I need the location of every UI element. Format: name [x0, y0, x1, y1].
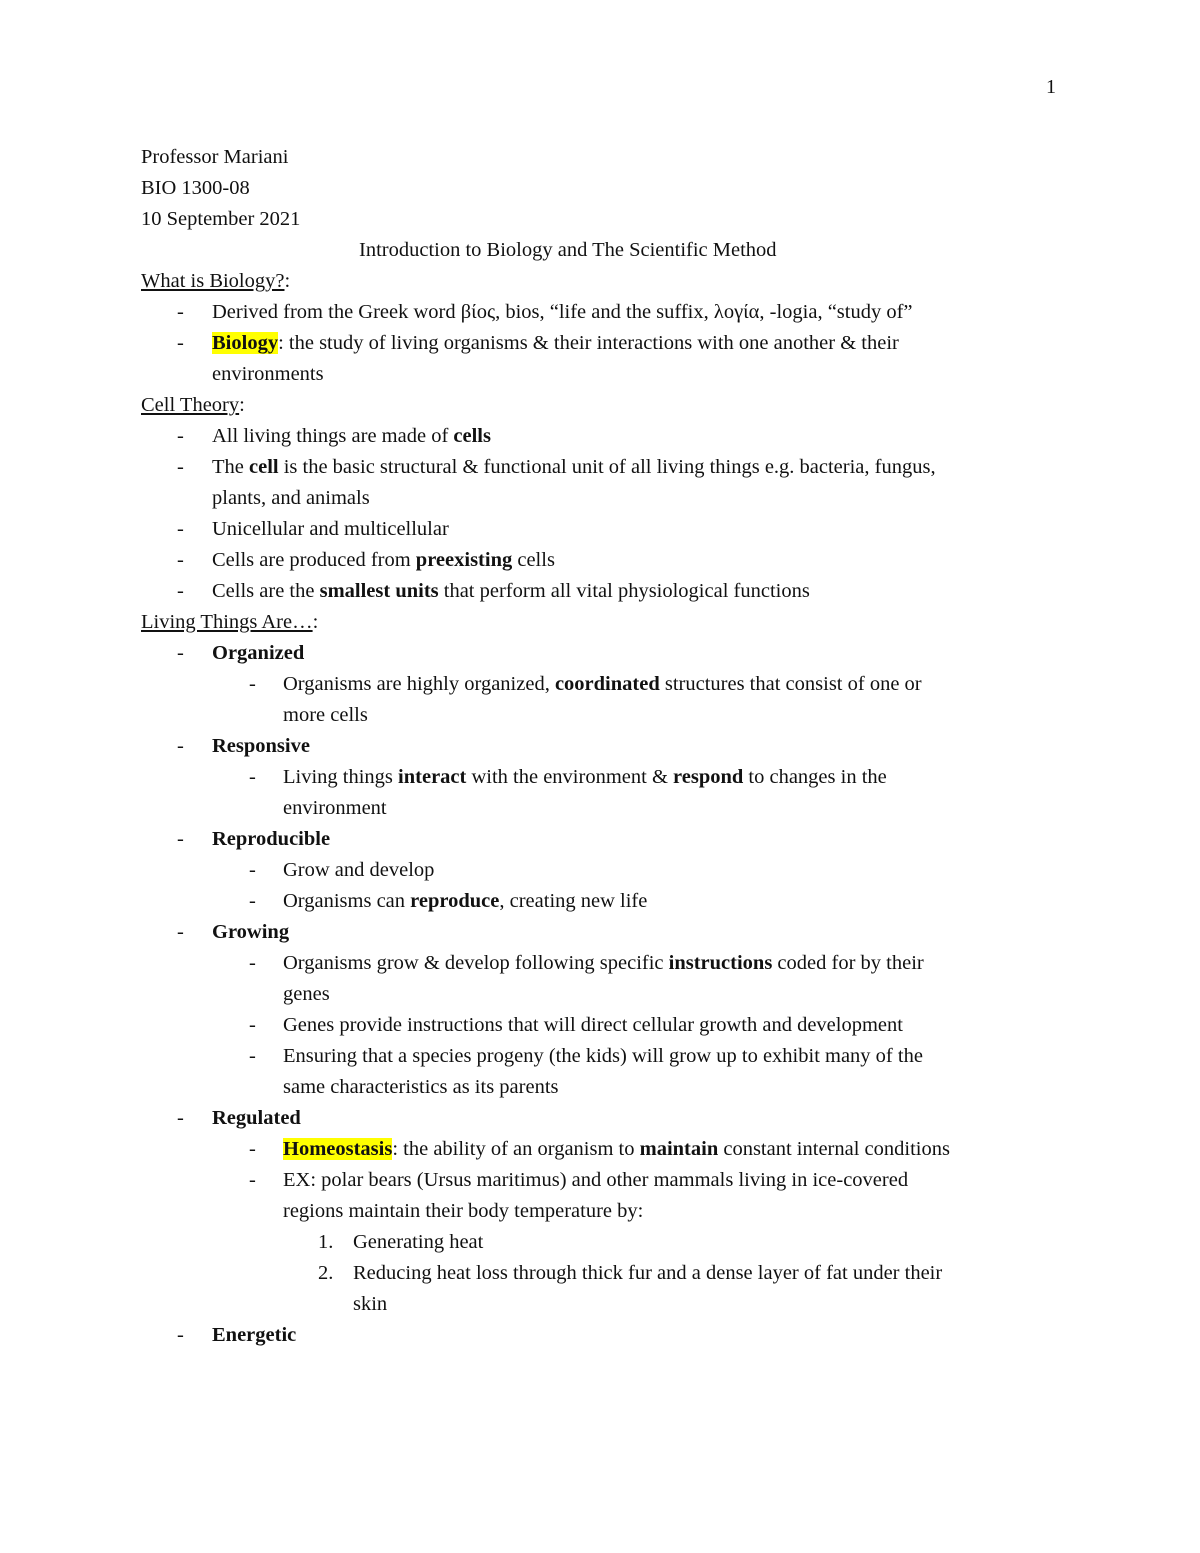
bold-term: maintain — [639, 1138, 719, 1160]
bold-term: smallest units — [319, 580, 439, 602]
dash-bullet: - — [249, 1169, 256, 1191]
page-number: 1 — [1046, 76, 1056, 98]
list-item-continuation — [141, 359, 1061, 390]
dash-bullet: - — [177, 518, 184, 540]
list-item-text: same characteristics as its parents — [283, 1076, 559, 1098]
sub-list-item-continuation — [141, 1072, 1061, 1103]
list-item-text: The — [212, 456, 249, 478]
bold-term: interact — [398, 766, 467, 788]
sub-list-item — [141, 1165, 1061, 1196]
number-marker: 1. — [318, 1231, 334, 1253]
list-item — [141, 452, 1061, 483]
list-item-text: Ensuring that a species progeny (the kids) will grow up to exhibit many of the — [283, 1045, 923, 1067]
list-item-text: : the ability of an organism to — [392, 1138, 640, 1160]
list-item-responsive — [141, 731, 1061, 762]
list-item-text: Unicellular and multicellular — [212, 518, 449, 540]
bold-term: cells — [453, 425, 491, 447]
property-label: Reproducible — [212, 828, 331, 850]
list-item-organized — [141, 638, 1061, 669]
section-heading-what-is-biology — [141, 266, 1061, 297]
sub-list-item — [141, 886, 1061, 917]
heading-colon: : — [284, 270, 291, 292]
list-item-text: Cells are the — [212, 580, 320, 602]
section-heading-text: Cell Theory — [141, 394, 240, 416]
bold-term: preexisting — [415, 549, 513, 571]
dash-bullet: - — [177, 456, 184, 478]
highlighted-term: Homeostasis — [283, 1138, 393, 1160]
bold-term: coordinated — [554, 673, 660, 695]
dash-bullet: - — [249, 1014, 256, 1036]
dash-bullet: - — [177, 828, 184, 850]
list-item-text: constant internal conditions — [718, 1138, 950, 1160]
dash-bullet: - — [249, 1045, 256, 1067]
list-item-text: environment — [283, 797, 387, 819]
sub-list-item-continuation — [141, 979, 1061, 1010]
list-item-text: All living things are made of — [212, 425, 454, 447]
sub-list-item — [141, 948, 1061, 979]
document-date: 10 September 2021 — [141, 208, 301, 230]
dash-bullet: - — [177, 1324, 184, 1346]
heading-colon: : — [312, 611, 319, 633]
list-item-text: coded for by their — [772, 952, 924, 974]
list-item-text: regions maintain their body temperature by: — [283, 1200, 644, 1222]
list-item — [141, 328, 1061, 359]
section-heading-text: Living Things Are… — [141, 611, 313, 633]
list-item-growing — [141, 917, 1061, 948]
list-item — [141, 421, 1061, 452]
dash-bullet: - — [249, 766, 256, 788]
dash-bullet: - — [249, 890, 256, 912]
dash-bullet: - — [177, 1107, 184, 1129]
list-item-energetic — [141, 1320, 1061, 1351]
list-item-text: structures that consist of one or — [659, 673, 922, 695]
list-item-text: with the environment & — [466, 766, 674, 788]
list-item-text: Reducing heat loss through thick fur and a dense layer of fat under their — [353, 1262, 943, 1284]
sub-list-item — [141, 669, 1061, 700]
sub-list-item — [141, 1134, 1061, 1165]
numbered-item — [141, 1227, 1061, 1258]
numbered-item-continuation — [141, 1289, 1061, 1320]
dash-bullet: - — [177, 580, 184, 602]
list-item-text: skin — [353, 1293, 388, 1315]
bold-term: reproduce — [410, 890, 500, 912]
list-item — [141, 576, 1061, 607]
sub-list-item — [141, 762, 1061, 793]
property-label: Organized — [212, 642, 305, 664]
sub-list-item — [141, 855, 1061, 886]
dash-bullet: - — [249, 859, 256, 881]
list-item-text: EX: polar bears (Ursus maritimus) and other mammals living in ice-covered — [283, 1169, 909, 1191]
number-marker: 2. — [318, 1262, 334, 1284]
list-item-text: : the study of living organisms & their interactions with one another & their — [278, 332, 899, 354]
list-item-text: cells — [512, 549, 555, 571]
list-item-text: , creating new life — [499, 890, 648, 912]
dash-bullet: - — [177, 549, 184, 571]
professor-name: Professor Mariani — [141, 146, 289, 168]
list-item-text: more cells — [283, 704, 368, 726]
list-item-text: Derived from the Greek word βίος, bios, “life and the suffix, λογία, -logia, “study of” — [212, 301, 913, 323]
property-label: Energetic — [212, 1324, 297, 1346]
list-item-text: that perform all vital physiological functions — [438, 580, 810, 602]
dash-bullet: - — [249, 673, 256, 695]
document-body — [141, 142, 1061, 1351]
list-item-text: is the basic structural & functional unit of all living things e.g. bacteria, fungus, — [278, 456, 936, 478]
section-heading-cell-theory — [141, 390, 1061, 421]
bold-term: instructions — [668, 952, 773, 974]
bold-term: cell — [249, 456, 279, 478]
dash-bullet: - — [249, 1138, 256, 1160]
list-item-text: Organisms are highly organized, — [283, 673, 555, 695]
property-label: Growing — [212, 921, 290, 943]
dash-bullet: - — [177, 332, 184, 354]
heading-colon: : — [239, 394, 245, 416]
bold-term: respond — [673, 766, 744, 788]
property-label: Responsive — [212, 735, 310, 757]
list-item-text: Grow and develop — [283, 859, 435, 881]
list-item-reproducible — [141, 824, 1061, 855]
dash-bullet: - — [249, 952, 256, 974]
section-heading-living-things — [141, 607, 1061, 638]
dash-bullet: - — [177, 425, 184, 447]
list-item-text: environments — [212, 363, 324, 385]
list-item-text: Organisms grow & develop following specific — [283, 952, 669, 974]
dash-bullet: - — [177, 642, 184, 664]
list-item-text: Generating heat — [353, 1231, 484, 1253]
list-item-text: to changes in the — [743, 766, 887, 788]
dash-bullet: - — [177, 921, 184, 943]
dash-bullet: - — [177, 301, 184, 323]
list-item — [141, 545, 1061, 576]
sub-list-item-continuation — [141, 1196, 1061, 1227]
list-item-text: Organisms can — [283, 890, 411, 912]
sub-list-item-continuation — [141, 700, 1061, 731]
list-item — [141, 514, 1061, 545]
sub-list-item-continuation — [141, 793, 1061, 824]
property-label: Regulated — [212, 1107, 301, 1129]
sub-list-item — [141, 1010, 1061, 1041]
document-title: Introduction to Biology and The Scientific Method — [359, 239, 777, 261]
list-item-text: Genes provide instructions that will direct cellular growth and development — [283, 1014, 903, 1036]
list-item-regulated — [141, 1103, 1061, 1134]
highlighted-term: Biology — [212, 332, 279, 354]
numbered-item — [141, 1258, 1061, 1289]
list-item-text: Living things — [283, 766, 399, 788]
list-item-text: Cells are produced from — [212, 549, 416, 571]
list-item-text: plants, and animals — [212, 487, 370, 509]
sub-list-item — [141, 1041, 1061, 1072]
dash-bullet: - — [177, 735, 184, 757]
course-code: BIO 1300-08 — [141, 177, 250, 199]
list-item-continuation — [141, 483, 1061, 514]
list-item-text: genes — [283, 983, 330, 1005]
list-item — [141, 297, 1061, 328]
section-heading-text: What is Biology? — [141, 270, 285, 292]
